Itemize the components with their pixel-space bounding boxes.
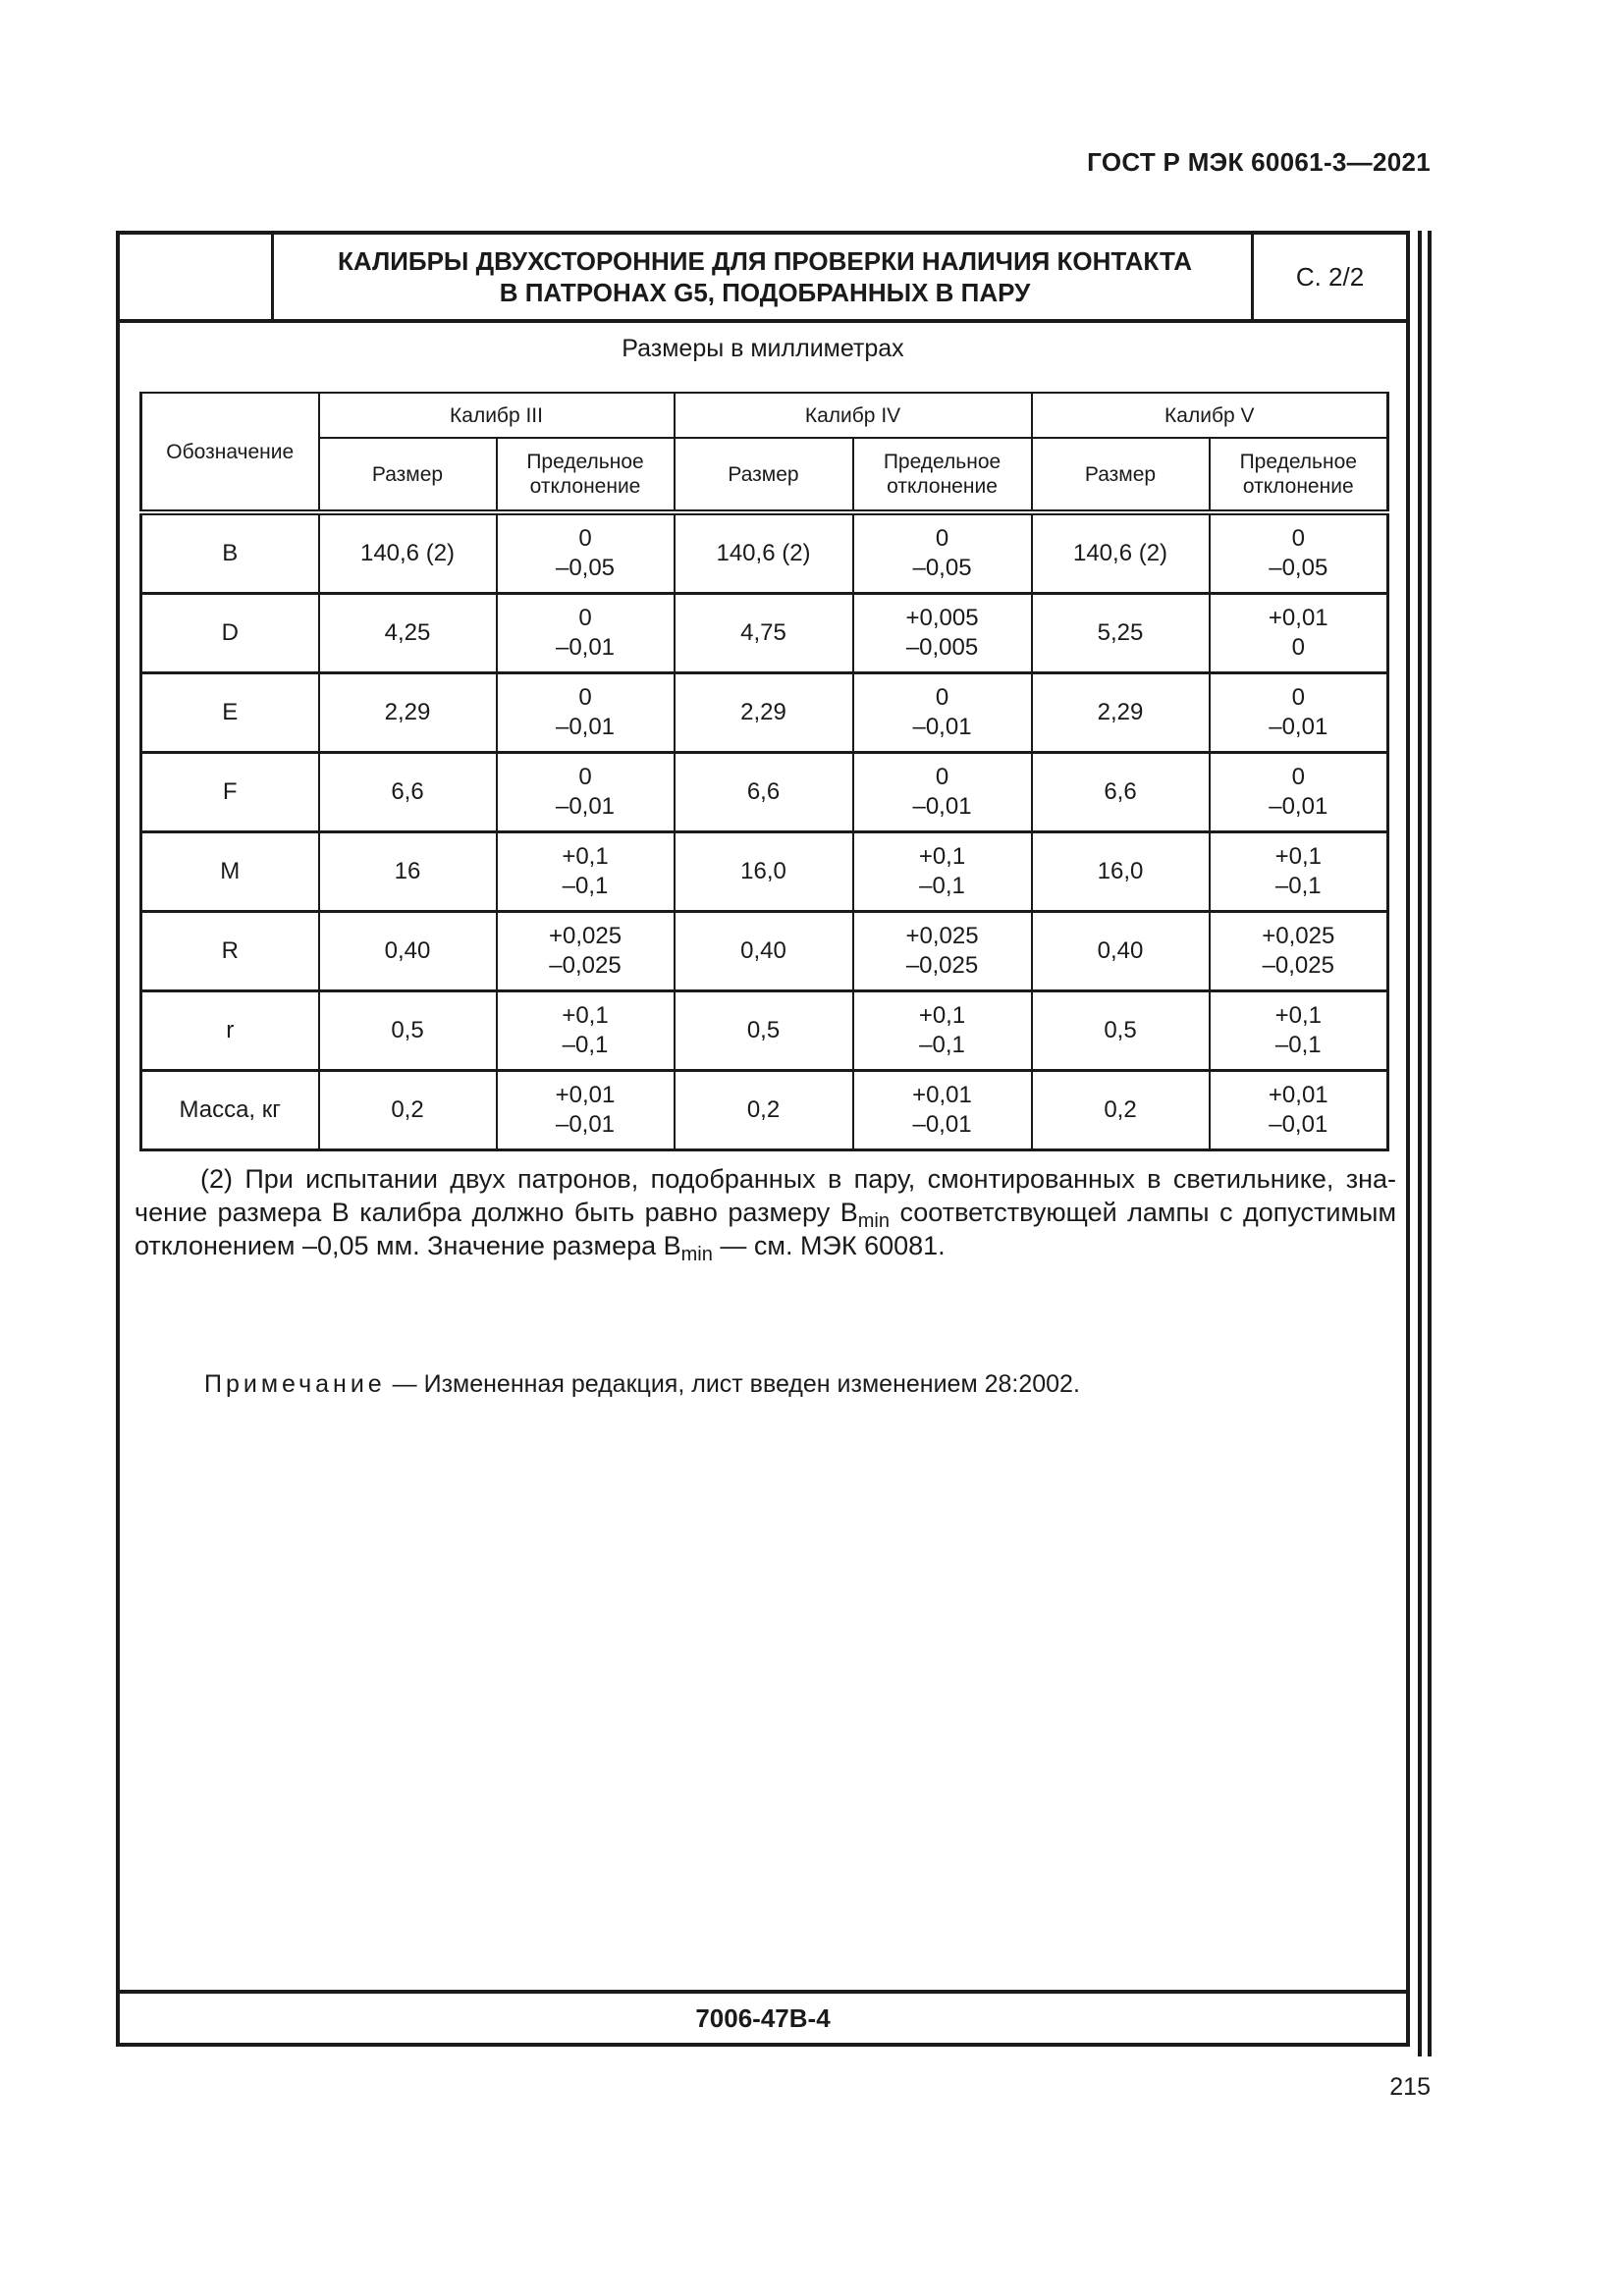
designation-cell: R — [141, 912, 319, 991]
binding-line — [1418, 231, 1422, 2056]
units-caption: Размеры в миллиметрах — [622, 335, 904, 362]
tolerance-header: Предельное отклонение — [853, 438, 1032, 512]
note — [204, 1370, 1080, 1399]
tolerance-lower: –0,01 — [555, 714, 616, 740]
size-cell: 16,0 — [1032, 832, 1210, 912]
tolerance-lower: –0,025 — [549, 952, 622, 979]
title-block — [120, 235, 1406, 323]
tolerance-upper: 0 — [578, 684, 592, 711]
tolerance-upper: +0,025 — [905, 923, 979, 949]
tolerance-lower: –0,1 — [1274, 1032, 1322, 1058]
sheet-title-line2: В ПАТРОНАХ G5, ПОДОБРАННЫХ В ПАРУ — [499, 278, 1031, 307]
size-cell: 5,25 — [1032, 594, 1210, 673]
sheet-title — [274, 235, 1256, 319]
tolerance-cell — [853, 912, 1032, 991]
tolerance-upper: +0,1 — [562, 1002, 609, 1029]
sheet-frame — [116, 231, 1410, 2047]
gauge-header: Калибр V — [1032, 393, 1388, 438]
size-cell: 2,29 — [675, 673, 853, 753]
tolerance-cell — [853, 673, 1032, 753]
size-cell: 0,40 — [319, 912, 497, 991]
size-cell: 0,5 — [1032, 991, 1210, 1071]
table-row — [141, 753, 1388, 832]
tolerance-upper: 0 — [1291, 764, 1305, 790]
tolerance-upper: +0,01 — [1268, 1082, 1328, 1108]
tolerance-upper: +0,01 — [1268, 605, 1328, 631]
tolerance-cell — [1210, 673, 1388, 753]
size-cell: 140,6 (2) — [1032, 512, 1210, 594]
tolerance-lower: –0,1 — [562, 1032, 609, 1058]
tolerance-lower: –0,01 — [912, 793, 972, 820]
size-cell: 0,2 — [319, 1071, 497, 1150]
designation-cell: r — [141, 991, 319, 1071]
tolerance-cell — [1210, 512, 1388, 594]
tolerance-lower: –0,1 — [919, 1032, 965, 1058]
tolerance-lower: 0 — [1291, 634, 1305, 661]
tolerance-upper: +0,025 — [548, 923, 623, 949]
tolerance-lower: –0,01 — [912, 714, 972, 740]
tolerance-upper: 0 — [935, 525, 949, 552]
size-cell: 16 — [319, 832, 497, 912]
designation-cell: D — [141, 594, 319, 673]
size-cell: 6,6 — [319, 753, 497, 832]
table-row — [141, 673, 1388, 753]
tolerance-upper: +0,01 — [912, 1082, 972, 1108]
tolerance-lower: –0,1 — [919, 873, 965, 899]
tolerance-upper: +0,005 — [905, 605, 979, 631]
title-blank-cell — [120, 235, 274, 319]
designation-header: Обозначение — [141, 393, 319, 512]
gauge-header: Калибр III — [319, 393, 675, 438]
note-label: Примечание — [204, 1370, 386, 1398]
size-cell: 4,25 — [319, 594, 497, 673]
size-cell: 6,6 — [675, 753, 853, 832]
tolerance-cell — [497, 594, 675, 673]
size-cell: 140,6 (2) — [319, 512, 497, 594]
tolerance-upper: +0,1 — [918, 1002, 966, 1029]
table-row — [141, 912, 1388, 991]
tolerance-cell — [853, 753, 1032, 832]
tolerance-lower: –0,05 — [555, 555, 616, 581]
table-row — [141, 832, 1388, 912]
tolerance-cell — [853, 512, 1032, 594]
tolerance-cell — [853, 1071, 1032, 1150]
tolerance-lower: –0,01 — [555, 793, 616, 820]
tolerance-lower: –0,025 — [905, 952, 979, 979]
tolerance-lower: –0,05 — [912, 555, 972, 581]
dimensions-table — [139, 392, 1389, 1151]
size-cell: 0,2 — [1032, 1071, 1210, 1150]
tolerance-lower: –0,01 — [1269, 714, 1328, 740]
tolerance-lower: –0,01 — [555, 1111, 616, 1138]
tolerance-cell — [497, 673, 675, 753]
tolerance-cell — [497, 512, 675, 594]
table-row — [141, 512, 1388, 594]
gauge-header: Калибр IV — [675, 393, 1032, 438]
tolerance-cell — [1210, 912, 1388, 991]
tolerance-cell — [497, 912, 675, 991]
page-number: 215 — [1389, 2073, 1431, 2101]
size-cell: 4,75 — [675, 594, 853, 673]
tolerance-upper: 0 — [935, 684, 949, 711]
tolerance-cell — [497, 753, 675, 832]
size-header: Размер — [675, 438, 853, 512]
tolerance-upper: +0,025 — [1262, 923, 1335, 949]
size-cell: 0,5 — [675, 991, 853, 1071]
tolerance-cell — [1210, 1071, 1388, 1150]
tolerance-cell — [853, 594, 1032, 673]
tolerance-header: Предельное отклонение — [1210, 438, 1388, 512]
tolerance-upper: +0,01 — [555, 1082, 616, 1108]
size-cell: 0,5 — [319, 991, 497, 1071]
designation-cell: E — [141, 673, 319, 753]
size-header: Размер — [319, 438, 497, 512]
tolerance-cell — [497, 991, 675, 1071]
tolerance-cell — [853, 991, 1032, 1071]
size-cell: 16,0 — [675, 832, 853, 912]
table-row — [141, 594, 1388, 673]
size-cell: 0,2 — [675, 1071, 853, 1150]
note-text: — Измененная редакция, лист введен изменением 28:2002. — [385, 1370, 1080, 1398]
tolerance-lower: –0,01 — [1269, 1111, 1328, 1138]
tolerance-header: Предельное отклонение — [497, 438, 675, 512]
size-cell: 0,40 — [675, 912, 853, 991]
tolerance-cell — [1210, 594, 1388, 673]
sheet-page-label: С. 2/2 — [1251, 235, 1406, 319]
designation-cell: M — [141, 832, 319, 912]
tolerance-cell — [1210, 991, 1388, 1071]
tolerance-upper: +0,1 — [1274, 1002, 1322, 1029]
designation-cell: B — [141, 512, 319, 594]
designation-cell: F — [141, 753, 319, 832]
sheet-title-line1: КАЛИБРЫ ДВУХСТОРОННИЕ ДЛЯ ПРОВЕРКИ НАЛИЧИЯ КОНТАКТА — [338, 246, 1192, 276]
tolerance-upper: +0,1 — [918, 843, 966, 870]
sheet-code: 7006-47В-4 — [120, 1990, 1406, 2043]
table-row — [141, 1071, 1388, 1150]
tolerance-upper: 0 — [935, 764, 949, 790]
size-cell: 2,29 — [1032, 673, 1210, 753]
size-cell: 6,6 — [1032, 753, 1210, 832]
binding-line — [1428, 231, 1432, 2056]
size-cell: 140,6 (2) — [675, 512, 853, 594]
tolerance-upper: +0,1 — [562, 843, 609, 870]
tolerance-upper: 0 — [578, 764, 592, 790]
tolerance-cell — [853, 832, 1032, 912]
footnote: (2) При испытании двух патронов, подобранных в пару, смонтированных в светильнике, зна-чение размера B калибра должно быть равно размеру $B_{min}$ соответствующей лампы с допустимым отклонением –0,05 мм. Значение размера $B_{min}$ — см. МЭК 60081. — [135, 1164, 1397, 1265]
table-row — [141, 991, 1388, 1071]
tolerance-lower: –0,005 — [905, 634, 979, 661]
tolerance-upper: 0 — [578, 525, 592, 552]
tolerance-cell — [1210, 832, 1388, 912]
designation-cell: Масса, кг — [141, 1071, 319, 1150]
tolerance-cell — [1210, 753, 1388, 832]
tolerance-lower: –0,01 — [912, 1111, 972, 1138]
tolerance-upper: 0 — [578, 605, 592, 631]
tolerance-cell — [497, 832, 675, 912]
tolerance-lower: –0,1 — [1274, 873, 1322, 899]
tolerance-lower: –0,025 — [1262, 952, 1334, 979]
tolerance-upper: +0,1 — [1274, 843, 1322, 870]
tolerance-lower: –0,01 — [555, 634, 616, 661]
tolerance-upper: 0 — [1291, 525, 1305, 552]
size-cell: 0,40 — [1032, 912, 1210, 991]
standard-header: ГОСТ Р МЭК 60061-3—2021 — [1087, 147, 1431, 177]
tolerance-lower: –0,1 — [562, 873, 609, 899]
size-cell: 2,29 — [319, 673, 497, 753]
tolerance-upper: 0 — [1291, 684, 1305, 711]
tolerance-lower: –0,05 — [1269, 555, 1328, 581]
tolerance-lower: –0,01 — [1269, 793, 1328, 820]
size-header: Размер — [1032, 438, 1210, 512]
tolerance-cell — [497, 1071, 675, 1150]
